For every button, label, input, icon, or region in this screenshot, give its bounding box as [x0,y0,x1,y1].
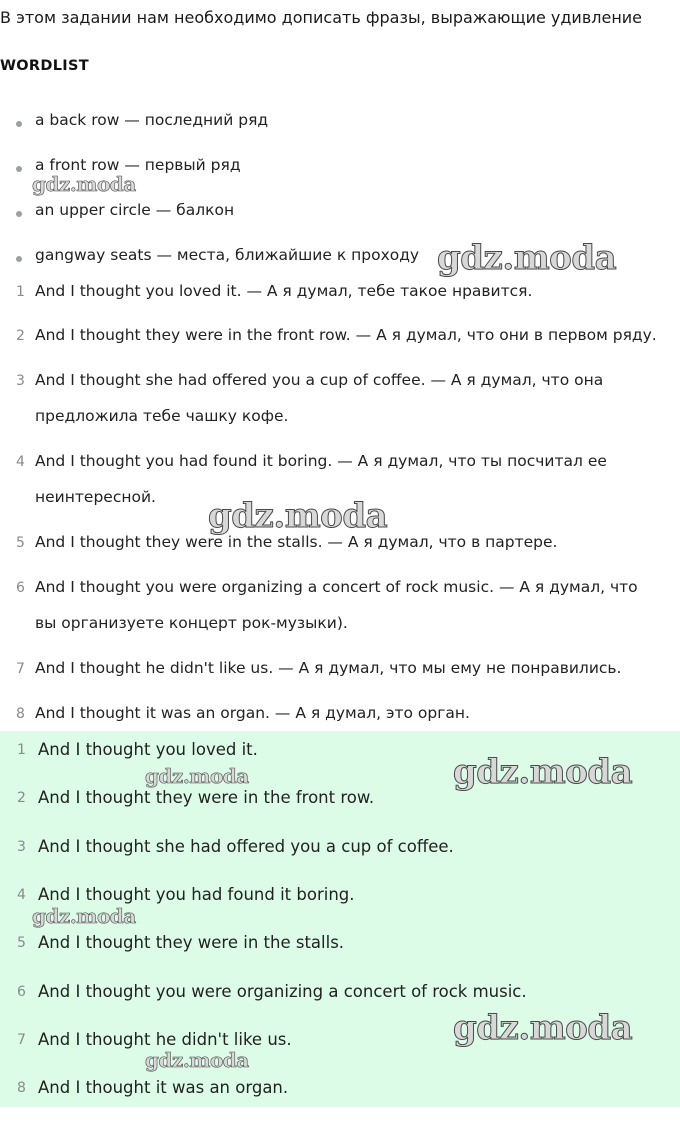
wordlist-bullet [16,166,22,172]
watermark-logo: gdz.moda [145,1048,249,1072]
watermark-logo: gdz.moda [453,1008,633,1048]
answer-number: 1 [17,742,26,758]
answer-number: 5 [17,935,26,951]
watermark-logo: gdz.moda [32,172,136,196]
wordlist-item: a back row — последний ряд [35,111,269,129]
wordlist-bullet [16,256,22,262]
watermark-logo: gdz.moda [437,238,617,278]
item-number: 6 [16,580,25,596]
translation-line: неинтересной. [35,488,156,506]
answer-number: 7 [17,1032,26,1048]
wordlist-item: an upper circle — балкон [35,201,235,219]
answer-text: And I thought she had offered you a cup of coffee. [38,837,454,856]
translation-line: And I thought she had offered you a cup of coffee. — А я думал, что она [35,371,604,389]
watermark-logo: gdz.moda [208,496,388,536]
watermark-logo: gdz.moda [453,752,633,792]
item-number: 3 [16,373,25,389]
translation-line: And I thought you loved it. — А я думал, тебе такое нравится. [35,282,533,300]
wordlist-bullet [16,211,22,217]
item-number: 2 [16,328,25,344]
translation-line: And I thought it was an organ. — А я думал, это орган. [35,704,470,722]
translation-line: And I thought they were in the stalls. — А я думал, что в партере. [35,533,558,551]
item-number: 1 [16,284,25,300]
answer-text: And I thought they were in the front row. [38,788,375,807]
answer-number: 3 [17,839,26,855]
translation-line: And I thought you were organizing a concert of rock music. — А я думал, что [35,578,638,596]
wordlist-bullet [16,121,22,127]
translation-line: And I thought he didn't like us. — А я думал, что мы ему не понравились. [35,659,622,677]
item-number: 8 [16,706,25,722]
answer-text: And I thought he didn't like us. [38,1030,292,1049]
translation-line: предложила тебе чашку кофе. [35,407,289,425]
answer-text: And I thought it was an organ. [38,1078,289,1097]
wordlist-item: a front row — первый ряд [35,156,241,174]
answer-number: 8 [17,1080,26,1096]
wordlist-title: WORDLIST [0,58,89,74]
translation-line: And I thought you had found it boring. — А я думал, что ты посчитал ее [35,452,607,470]
translation-line: And I thought they were in the front row. — А я думал, что они в первом ряду. [35,326,657,344]
watermark-logo: gdz.moda [145,764,249,788]
wordlist-item: gangway seats — места, ближайшие к проходу [35,246,420,264]
answer-text: And I thought they were in the stalls. [38,933,345,952]
answer-text: And I thought you were organizing a concert of rock music. [38,982,527,1001]
item-number: 5 [16,535,25,551]
item-number: 7 [16,661,25,677]
answer-number: 6 [17,984,26,1000]
translation-line: вы организуете концерт рок-музыки). [35,614,348,632]
answer-text: And I thought you loved it. [38,740,258,759]
answer-text: And I thought you had found it boring. [38,885,355,904]
watermark-logo: gdz.moda [32,904,136,928]
answer-number: 2 [17,790,26,806]
answer-number: 4 [17,887,26,903]
item-number: 4 [16,454,25,470]
intro-text: В этом задании нам необходимо дописать фразы, выражающие удивление [0,8,643,27]
